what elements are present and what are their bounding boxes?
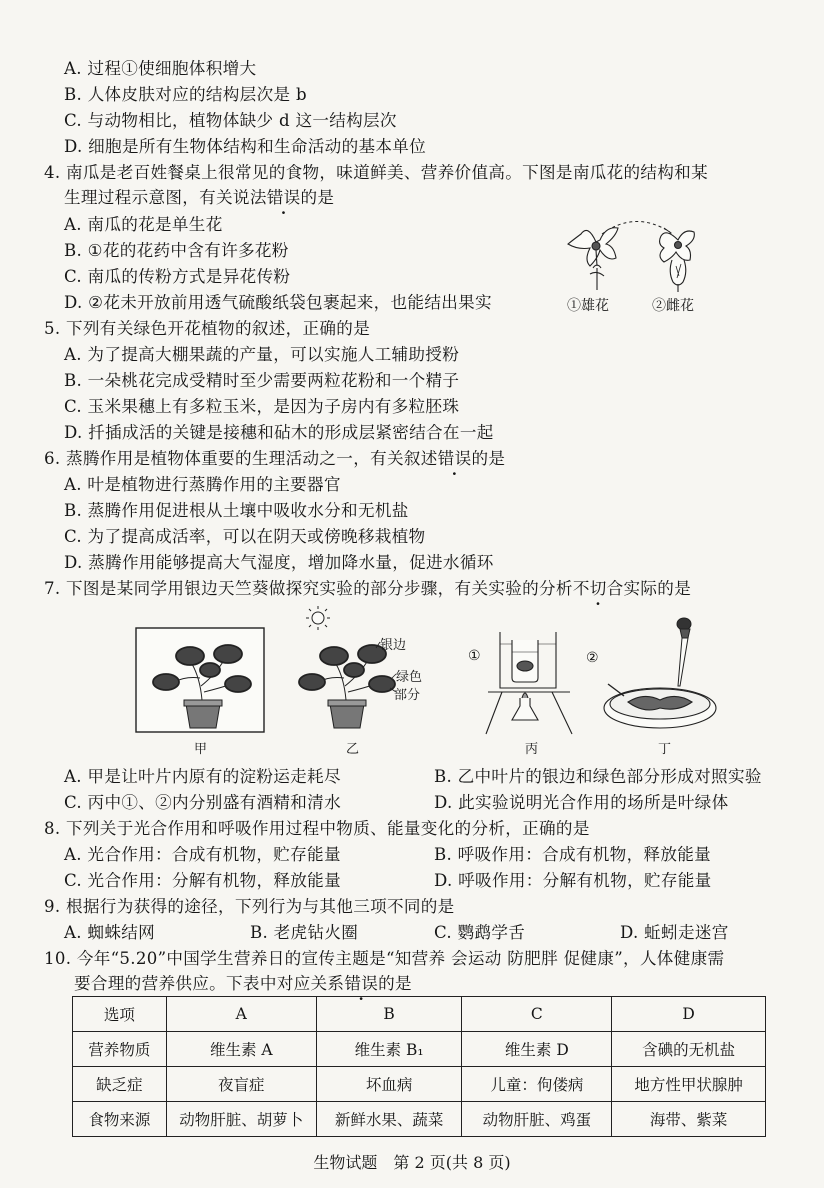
petri-dish-icon — [604, 684, 716, 728]
sun-icon — [306, 606, 330, 630]
q10-stem-pre: 要合理的营养供应。下表中对应关系 — [74, 974, 345, 993]
caption-jia: 甲 — [194, 742, 208, 757]
table-row — [73, 1067, 766, 1102]
table-row — [73, 1032, 766, 1067]
q8-option-c: C. 光合作用：分解有机物，释放能量 — [64, 871, 341, 890]
table-cell: 食物来源 — [73, 1102, 167, 1137]
q7-option-d: D. 此实验说明光合作用的场所是叶绿体 — [434, 793, 729, 812]
figure-ding-dropper — [598, 616, 724, 736]
q4-stem-post: 的是 — [300, 188, 335, 207]
q8-stem: 8. 下列关于光合作用和呼吸作用过程中物质、能量变化的分析，正确的是 — [44, 819, 590, 838]
female-flower-icon — [660, 231, 695, 292]
q9-option-b: B. 老虎钻火圈 — [250, 923, 359, 942]
table-cell: A — [166, 997, 316, 1032]
q10-stem-line1: 10. 今年“5.20”中国学生营养日的宣传主题是“知营养 会运动 防肥胖 促健康”，人体健康需 — [44, 949, 725, 968]
table-cell: 海带、紫菜 — [612, 1102, 766, 1137]
q8-option-d: D. 呼吸作用：分解有机物，贮存能量 — [434, 871, 712, 890]
q4-stem-line2 — [64, 187, 334, 209]
q3-option-b: B. 人体皮肤对应的结构层次是 b — [64, 85, 307, 104]
q7-option-a: A. 甲是让叶片内原有的淀粉运走耗尽 — [64, 767, 341, 786]
q6-stem-pre: 6. 蒸腾作用是植物体重要的生理活动之一，有关叙述 — [44, 449, 438, 468]
male-flower-icon — [568, 228, 618, 290]
table-cell: B — [316, 997, 462, 1032]
q7-option-b: B. 乙中叶片的银边和绿色部分形成对照实验 — [434, 767, 762, 786]
table-cell: 儿童：佝偻病 — [462, 1067, 612, 1102]
q9-option-d: D. 蚯蚓走迷宫 — [620, 923, 729, 942]
table-cell: 动物肝脏、鸡蛋 — [462, 1102, 612, 1137]
table-cell: 新鲜水果、蔬菜 — [316, 1102, 462, 1137]
table-row — [73, 1102, 766, 1137]
figure-yi-light — [296, 604, 408, 738]
female-flower-label: ②雌花 — [652, 298, 694, 314]
beaker-icon — [486, 632, 572, 734]
table-cell: 营养物质 — [73, 1032, 167, 1067]
q7-stem-pre: 7. 下图是某同学用银边天竺葵做探究实验的部分步骤，有关实验的分析 — [44, 579, 573, 598]
q4-option-c: C. 南瓜的传粉方式是异花传粉 — [64, 267, 291, 286]
q10-stem-line2 — [74, 973, 412, 995]
q7-stem — [44, 578, 691, 600]
q6-emphasis: 错误 — [437, 449, 472, 468]
label-circle-1: ① — [468, 648, 481, 664]
q6-option-b: B. 蒸腾作用促进根从土壤中吸收水分和无机盐 — [64, 501, 409, 520]
label-green-1: 绿色 — [396, 670, 423, 685]
q4-stem-line1: 4. 南瓜是老百姓餐桌上很常见的食物，味道鲜美、营养价值高。下图是南瓜花的结构和某 — [44, 163, 708, 182]
table-cell: 缺乏症 — [73, 1067, 167, 1102]
dropper-icon — [677, 618, 691, 686]
q5-option-a: A. 为了提高大棚果蔬的产量，可以实施人工辅助授粉 — [64, 345, 460, 364]
geranium-plant-icon — [299, 645, 395, 728]
q7-emphasis: 不切合 — [572, 579, 624, 598]
q4-option-d: D. ②花未开放前用透气硫酸纸袋包裹起来，也能结出果实 — [64, 293, 492, 312]
table-cell: D — [612, 997, 766, 1032]
q3-option-a: A. 过程①使细胞体积增大 — [64, 59, 257, 78]
q6-stem — [44, 448, 505, 470]
figure-bing-water-bath — [482, 626, 580, 736]
table-cell: 维生素 A — [166, 1032, 316, 1067]
q9-stem: 9. 根据行为获得的途径，下列行为与其他三项不同的是 — [44, 897, 455, 916]
caption-bing: 丙 — [525, 742, 539, 757]
table-cell: 含碘的无机盐 — [612, 1032, 766, 1067]
table-row — [73, 997, 766, 1032]
q9-option-a: A. 蜘蛛结网 — [64, 923, 156, 942]
q8-option-b: B. 呼吸作用：合成有机物，释放能量 — [434, 845, 712, 864]
q5-option-d: D. 扦插成活的关键是接穗和砧木的形成层紧密结合在一起 — [64, 423, 494, 442]
page-footer: 生物试题 第 2 页(共 8 页) — [313, 1153, 511, 1172]
q4-option-a: A. 南瓜的花是单生花 — [64, 215, 223, 234]
q5-option-b: B. 一朵桃花完成受精时至少需要两粒花粉和一个精子 — [64, 371, 460, 390]
q6-stem-post: 的是 — [471, 449, 506, 468]
q10-stem-post: 的是 — [378, 974, 412, 993]
label-green-2: 部分 — [394, 688, 421, 703]
q3-option-d: D. 细胞是所有生物体结构和生命活动的基本单位 — [64, 137, 427, 156]
q7-stem-post: 实际的是 — [623, 579, 692, 598]
table-cell: 维生素 B₁ — [316, 1032, 462, 1067]
q6-option-a: A. 叶是植物进行蒸腾作用的主要器官 — [64, 475, 341, 494]
label-circle-2: ② — [586, 650, 599, 666]
pumpkin-flower-figure — [560, 214, 720, 294]
table-cell: 维生素 D — [462, 1032, 612, 1067]
table-cell: 选项 — [73, 997, 167, 1032]
q9-option-c: C. 鹦鹉学舌 — [434, 923, 526, 942]
q4-option-b: B. ①花的花药中含有许多花粉 — [64, 241, 289, 260]
q10-emphasis: 错误 — [344, 974, 379, 993]
q8-option-a: A. 光合作用：合成有机物，贮存能量 — [64, 845, 341, 864]
caption-ding: 丁 — [658, 742, 672, 757]
q4-stem-pre: 生理过程示意图，有关说法 — [64, 188, 267, 207]
table-cell: 夜盲症 — [166, 1067, 316, 1102]
q5-stem: 5. 下列有关绿色开花植物的叙述，正确的是 — [44, 319, 371, 338]
q7-option-c: C. 丙中①、②内分别盛有酒精和清水 — [64, 793, 341, 812]
table-cell: 动物肝脏、胡萝卜 — [166, 1102, 316, 1137]
q3-option-c: C. 与动物相比，植物体缺少 d 这一结构层次 — [64, 111, 397, 130]
nutrition-table — [72, 996, 766, 1137]
table-cell: 地方性甲状腺肿 — [612, 1067, 766, 1102]
q6-option-c: C. 为了提高成活率，可以在阴天或傍晚移栽植物 — [64, 527, 426, 546]
caption-yi: 乙 — [346, 742, 360, 757]
label-yinbian: 银边 — [380, 638, 407, 653]
table-cell: 坏血病 — [316, 1067, 462, 1102]
figure-jia-dark-box — [134, 626, 266, 734]
q5-option-c: C. 玉米果穗上有多粒玉米，是因为子房内有多粒胚珠 — [64, 397, 460, 416]
q6-option-d: D. 蒸腾作用能够提高大气湿度，增加降水量，促进水循环 — [64, 553, 494, 572]
male-flower-label: ①雄花 — [567, 298, 609, 314]
table-cell: C — [462, 997, 612, 1032]
q4-emphasis: 错误 — [266, 188, 301, 207]
